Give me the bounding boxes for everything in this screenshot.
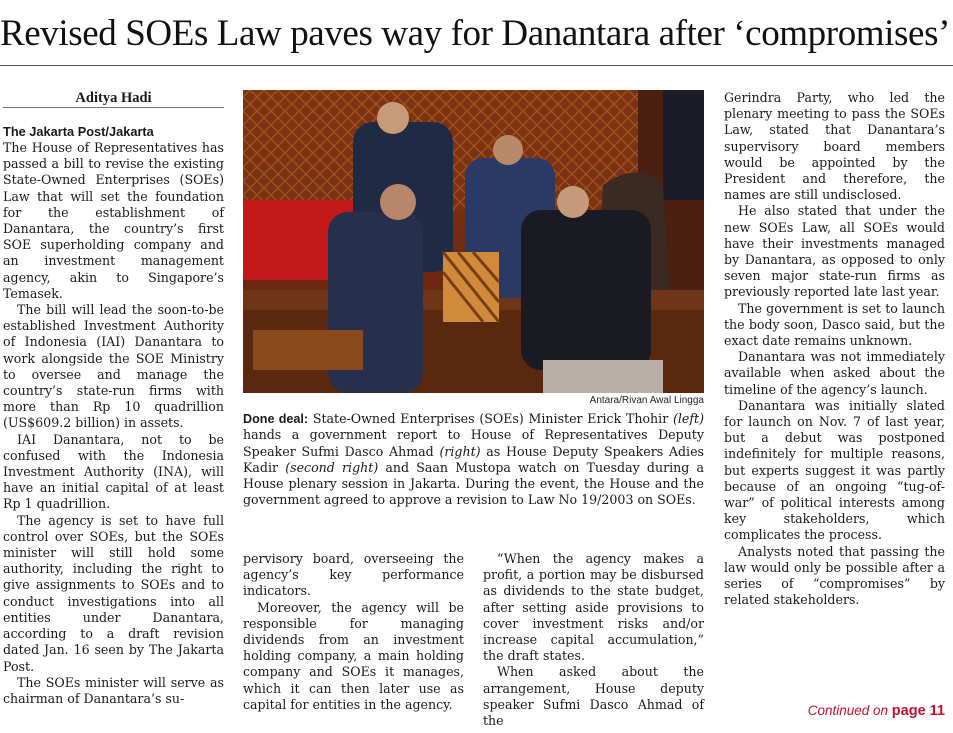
column-1 xyxy=(3,124,224,707)
caption-text: as House Deputy Speakers Adies Kadir xyxy=(243,443,705,475)
caption-text: State-Owned Enterprises (SOEs) Minister Erick Thohir xyxy=(308,411,673,426)
column-3 xyxy=(483,551,704,729)
paragraph: “When the agency makes a profit, a portion may be disbursed as dividends to the state budget, after setting aside provisions to cover investment risks and/or increase capital accumulation,” the draft states. xyxy=(483,551,704,664)
byline-rule xyxy=(3,107,224,108)
paragraph: When asked about the arrangement, House deputy speaker Sufmi Dasco Ahmad of the xyxy=(483,664,704,729)
headline: Revised SOEs Law paves way for Danantara after ‘compromises’ xyxy=(0,13,950,54)
continued-on-link[interactable] xyxy=(700,703,945,719)
column-4 xyxy=(724,90,945,609)
photo-caption xyxy=(243,411,704,509)
paragraph: Danantara was not immediately available when asked about the timeline of the agency’s launch. xyxy=(724,349,945,397)
paragraph: Danantara was initially slated for launch on Nov. 7 of last year, but a debut was postponed indefinitely for multiple reasons, but experts suggest it was partly because of an ongoing “tug-of-war” of political interests among key stakeholders, which complicates the process. xyxy=(724,397,945,543)
paragraph: The government is set to launch the body soon, Dasco said, but the exact date remains unknown. xyxy=(724,300,945,349)
paragraph: Analysts noted that passing the law would only be possible after a series of “compromises” by related stakeholders. xyxy=(724,543,945,608)
paragraph: IAI Danantara, not to be confused with the Indonesia Investment Authority (INA), will have an initial capital of at least Rp 1 quadrillion. xyxy=(3,431,224,512)
caption-italic: (right) xyxy=(439,443,481,459)
paragraph: The agency is set to have full control over SOEs, but the SOEs minister will still hold some authority, including the right to give assignments to SOEs and to conduct investigations into all entities under Danantara, according to a draft revision dated Jan. 16 seen by The Jakarta Post. xyxy=(3,512,224,674)
dateline: The Jakarta Post/Jakarta xyxy=(3,124,154,139)
continued-label: Continued on xyxy=(807,703,892,718)
continued-page: page 11 xyxy=(891,703,945,719)
paragraph: pervisory board, overseeing the agency’s key performance indicators. xyxy=(243,551,464,599)
caption-italic: (left) xyxy=(672,411,704,426)
photo-credit: Antara/Rivan Awal Lingga xyxy=(589,395,704,406)
caption-italic: (second right) xyxy=(285,459,379,475)
paragraph: The SOEs minister will serve as chairman of Danantara’s su- xyxy=(3,674,224,706)
column-2 xyxy=(243,551,464,713)
headline-rule xyxy=(0,65,953,66)
paragraph: Moreover, the agency will be responsible for managing dividends from an investment holding company, a main holding company and SOEs it manages, which it can then later use as capital for entities in the agency. xyxy=(243,599,464,712)
paragraph: Gerindra Party, who led the plenary meeting to pass the SOEs Law, stated that Danantara’s supervisory board members would be appointed by the President and therefore, the names are still undisclosed. xyxy=(724,90,945,203)
paragraph: The bill will lead the soon-to-be established Investment Authority of Indonesia (IAI) Danantara to work alongside the SOE Ministry to oversee and manage the country’s state-run firms with more than Rp 10 quadrillion (US$609.2 billion) in assets. xyxy=(3,302,224,431)
byline: Aditya Hadi xyxy=(75,90,152,106)
caption-lead: Done deal: xyxy=(243,412,309,426)
paragraph: He also stated that under the new SOEs Law, all SOEs would have their investments managed by Danantara, as opposed to only seven major state-run firms as previously reported late last year. xyxy=(724,203,945,300)
caption-text: and Saan Mustopa watch on Tuesday during a House plenary session in Jakarta. During the event, the House and the government agreed to approve a revision to Law No 19/2003 on SOEs. xyxy=(243,459,704,508)
news-photo xyxy=(243,90,704,393)
caption-text: hands a government report to House of Representatives Deputy Speaker Sufmi Dasco Ahmad xyxy=(243,427,704,459)
paragraph: The House of Representatives has passed a bill to revise the existing State-Owned Enterprises (SOEs) Law that will set the foundation for the establishment of Danantara, the country’s first SOE superholding company and an investment management agency, akin to Singapore’s Temasek. xyxy=(3,140,224,301)
